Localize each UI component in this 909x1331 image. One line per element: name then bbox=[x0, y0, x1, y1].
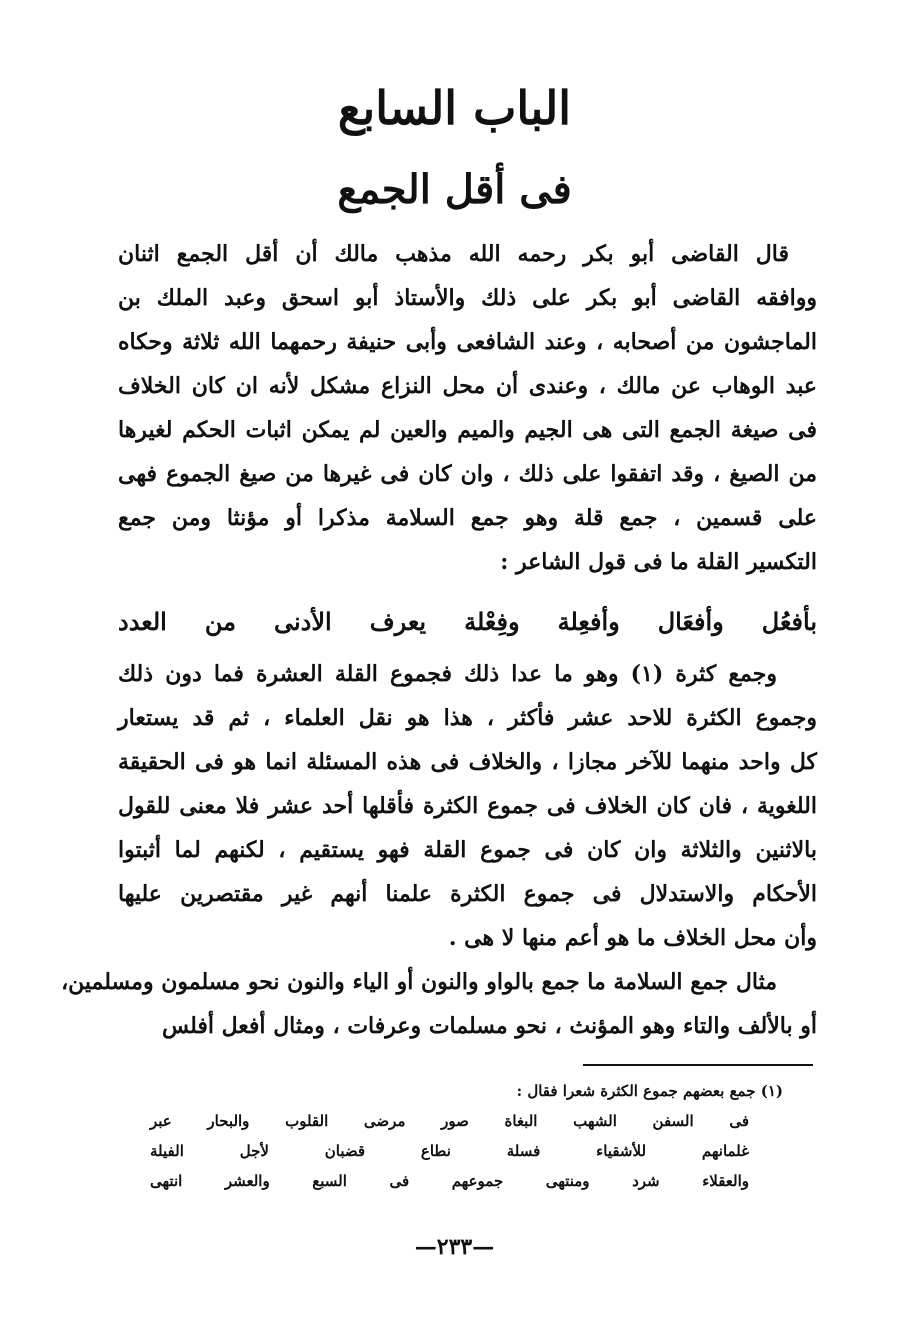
page-number: —٢٣٣— bbox=[414, 1234, 495, 1260]
paragraph-line: ووافقه القاضى أبو بكر على ذلك والأستاذ أبو اسحق وعبد الملك بن bbox=[118, 285, 817, 311]
paragraph-line: الماجشون من أصحابه ، وعند الشافعى وأبى حنيفة رحمهما الله ثلاثة وحكاه bbox=[118, 329, 817, 355]
paragraph-line: مثال جمع السلامة ما جمع بالواو والنون أو الياء والنون نحو مسلمون ومسلمين، bbox=[61, 969, 777, 995]
paragraph-line: الأحكام والاستدلال فى جموع الكثرة علمنا أنهم غير مقتصرين عليها bbox=[118, 881, 817, 907]
footnote-verse-line: غلمانهم للأشقياء فسلة نطاع قضبان لأجل الفيلة bbox=[150, 1142, 749, 1160]
footnote-verse-line: فى السفن الشهب البغاة صور مرضى القلوب والبحار عبر bbox=[150, 1112, 749, 1130]
paragraph-line: وجمع كثرة (١) وهو ما عدا ذلك فجموع القلة العشرة فما دون ذلك bbox=[118, 661, 777, 687]
paragraph-line: وجموع الكثرة للاحد عشر فأكثر ، هذا هو نقل العلماء ، ثم قد يستعار bbox=[118, 705, 817, 731]
paragraph-line: كل واحد منهما للآخر مجازا ، والخلاف فى هذه المسئلة انما هو فى الحقيقة bbox=[118, 749, 817, 775]
chapter-subtitle: فى أقل الجمع bbox=[337, 166, 572, 213]
paragraph-line: من الصيغ ، وقد اتفقوا على ذلك ، وان كان فى غيرها من صيغ الجموع فهى bbox=[118, 461, 817, 487]
footnote-divider bbox=[583, 1064, 813, 1066]
paragraph-line: عبد الوهاب عن مالك ، وعندى أن محل النزاع مشكل لأنه ان كان الخلاف bbox=[118, 373, 817, 399]
paragraph-line: التكسير القلة ما فى قول الشاعر : bbox=[500, 549, 817, 575]
poem-verse: بأفعُل وأفعَال وأفعِلة وفِعْلة يعرف الأدنى من العدد bbox=[118, 607, 817, 636]
paragraph-line: وأن محل الخلاف ما هو أعم منها لا هى . bbox=[448, 925, 817, 951]
chapter-title: الباب السابع bbox=[337, 81, 572, 135]
paragraph-line: بالاثنين والثلاثة وان كان فى جموع القلة فهو يستقيم ، لكنهم لما أثبتوا bbox=[118, 837, 817, 863]
footnotes bbox=[150, 1076, 809, 1196]
footnote-verse-line: والعقلاء شرد ومنتهى جموعهم فى السبع والعشر انتهى bbox=[150, 1172, 749, 1190]
footnote-text: (١) جمع بعضهم جموع الكثرة شعرا فقال : bbox=[516, 1082, 783, 1100]
paragraph-line: قال القاضى أبو بكر رحمه الله مذهب مالك أن أقل الجمع اثنان bbox=[118, 241, 789, 267]
paragraph-line: أو بالألف والتاء وهو المؤنث ، نحو مسلمات وعرفات ، ومثال أفعل أفلس bbox=[162, 1013, 817, 1039]
body-text bbox=[61, 232, 817, 1048]
paragraph-line: فى صيغة الجمع التى هى الجيم والميم والعين لم يمكن اثبات الحكم لغيرها bbox=[118, 417, 817, 443]
paragraph-line: اللغوية ، فان كان الخلاف فى جموع الكثرة فأقلها أحد عشر فلا معنى للقول bbox=[118, 793, 817, 819]
paragraph-line: على قسمين ، جمع قلة وهو جمع السلامة مذكرا أو مؤنثا ومن جمع bbox=[118, 505, 817, 531]
